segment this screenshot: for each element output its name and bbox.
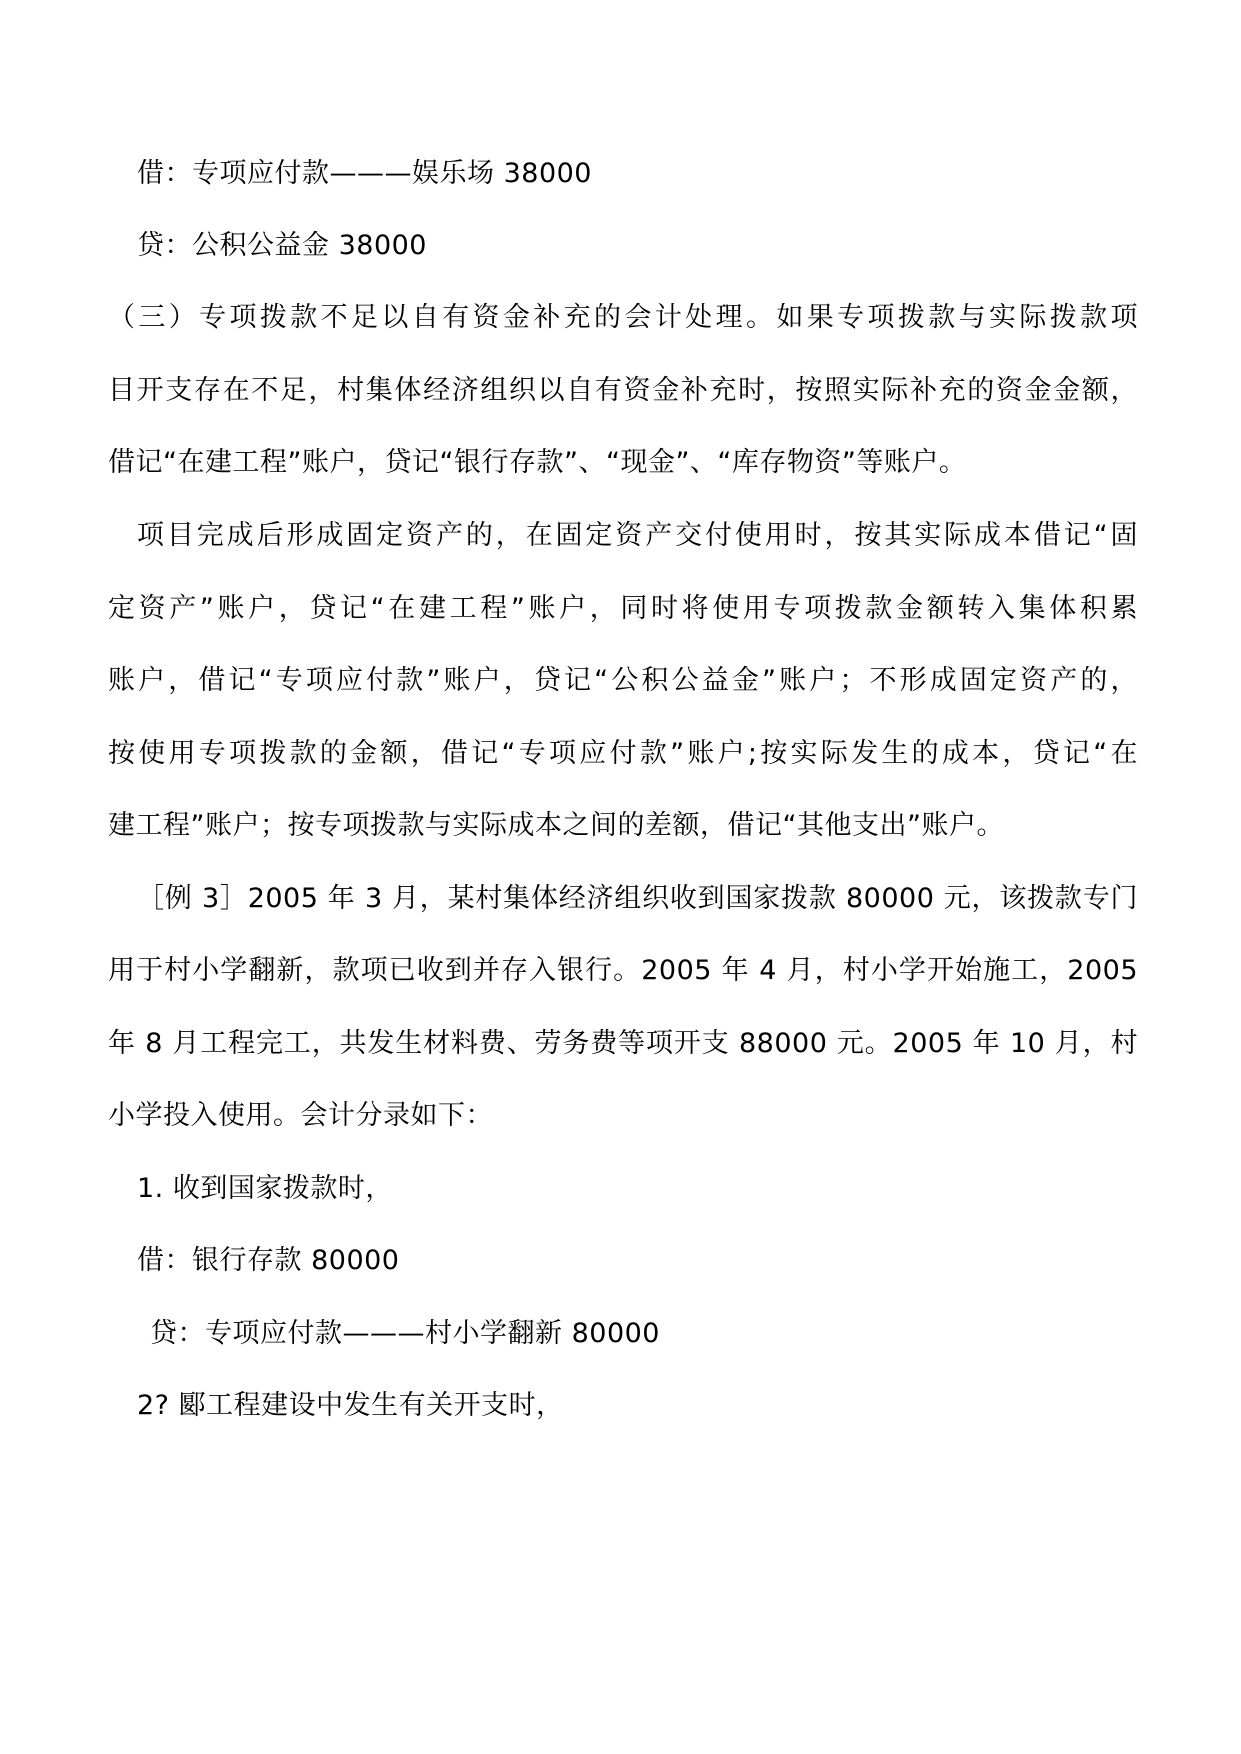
paragraph-section-three-line3: 借记“在建工程”账户，贷记“银行存款”、“现金”、“库存物资”等账户。 [108,447,967,478]
paragraph-completion-line5: 建工程”账户；按专项拨款与实际成本之间的差额，借记“其他支出”账户。 [108,810,1004,841]
paragraph-completion-line2: 定资产”账户，贷记“在建工程”账户，同时将使用专项拨款金额转入集体积累 [108,593,1138,624]
entry-credit-school-renovation: 贷：专项应付款———村小学翻新 80000 [150,1318,660,1349]
paragraph-example3-line3: 年 8 月工程完工，共发生材料费、劳务费等项开支 88000 元。2005 年 10 月，村 [108,1028,1138,1059]
paragraph-completion-line1: 项目完成后形成固定资产的，在固定资产交付使用时，按其实际成本借记“固 [137,520,1138,551]
step-2-heading: 2? 郾工程建设中发生有关开支时， [137,1390,564,1421]
paragraph-example3-line2: 用于村小学翻新，款项已收到并存入银行。2005 年 4 月，村小学开始施工，2005 [108,955,1138,986]
paragraph-section-three-line1: （三）专项拨款不足以自有资金补充的会计处理。如果专项拨款与实际拨款项 [108,302,1138,333]
entry-debit-entertainment: 借：专项应付款———娱乐场 38000 [137,158,592,189]
entry-debit-bank-deposit: 借：银行存款 80000 [137,1245,400,1276]
paragraph-completion-line3: 账户，借记“专项应付款”账户，贷记“公积公益金”账户；不形成固定资产的， [108,665,1138,696]
paragraph-section-three-line2: 目开支存在不足，村集体经济组织以自有资金补充时，按照实际补充的资金金额， [108,375,1138,406]
paragraph-example3-line4: 小学投入使用。会计分录如下： [108,1100,493,1131]
entry-credit-public-welfare: 贷：公积公益金 38000 [137,230,427,261]
step-1-heading: 1. 收到国家拨款时， [137,1173,393,1204]
paragraph-example3-line1: ［例 3］2005 年 3 月，某村集体经济组织收到国家拨款 80000 元，该拨款专门 [137,883,1138,914]
paragraph-completion-line4: 按使用专项拨款的金额，借记“专项应付款”账户;按实际发生的成本，贷记“在 [108,738,1138,769]
